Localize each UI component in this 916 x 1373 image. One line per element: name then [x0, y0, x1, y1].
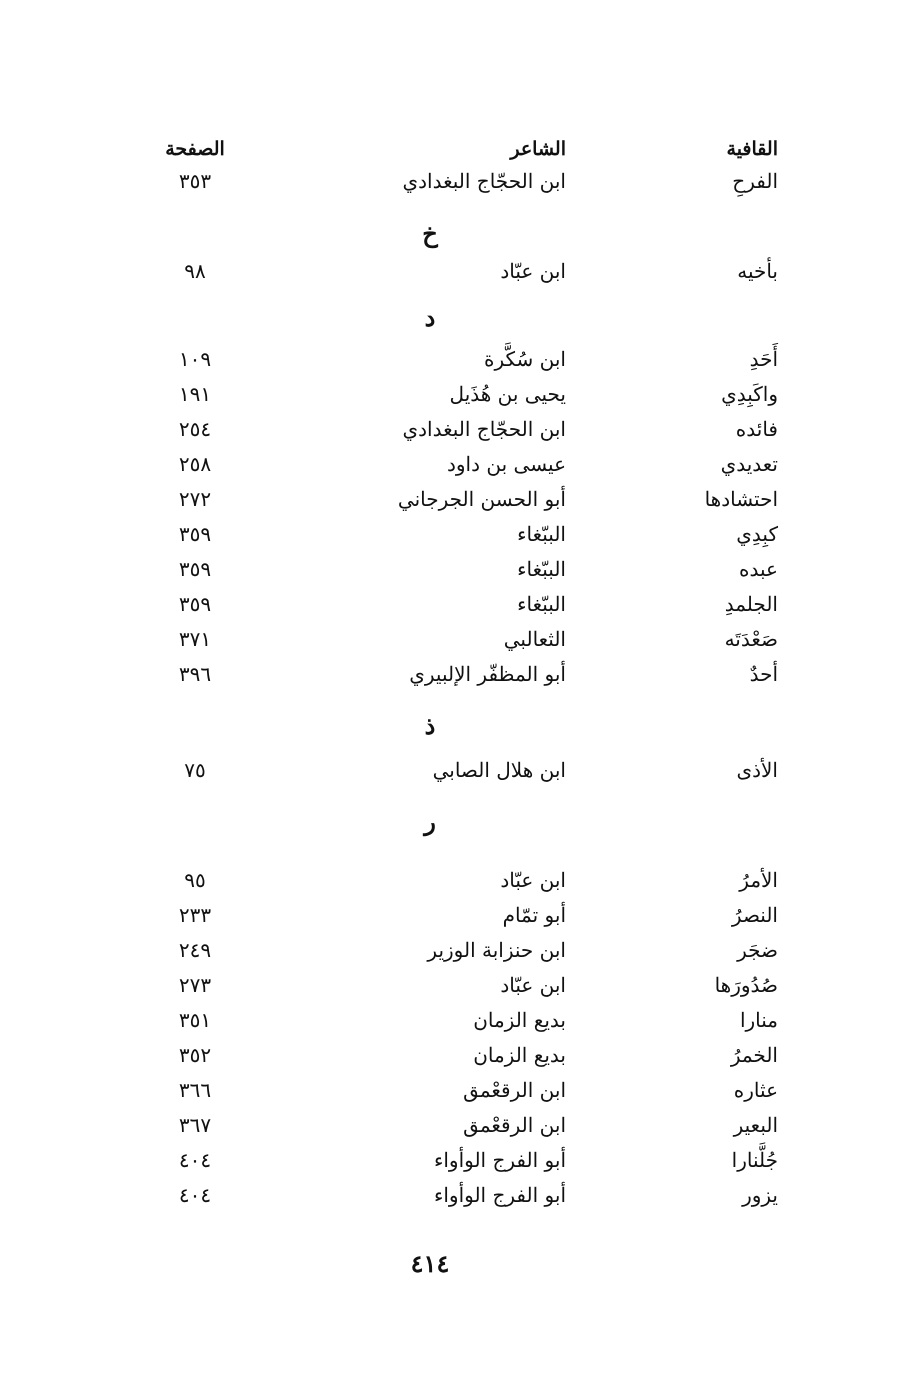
table-row [0, 377, 916, 411]
page-cell: ٣٧١ [178, 627, 212, 651]
poet-cell: الببّغاء [517, 522, 566, 546]
poet-cell: ابن حنزابة الوزير [427, 938, 566, 962]
qafia-cell: النصرُ [731, 903, 778, 927]
poet-cell: ابن الرقعْمق [463, 1113, 566, 1137]
poet-cell: أبو تمّام [502, 903, 566, 927]
qafia-cell: الجلمدِ [724, 592, 778, 616]
page-cell: ٤٠٤ [178, 1183, 212, 1207]
poet-cell: يحيى بن هُذَيل [449, 382, 566, 406]
table-row [0, 657, 916, 691]
table-row [0, 1003, 916, 1037]
qafia-cell: أحدٌ [749, 662, 778, 686]
qafia-cell: ضجَر [737, 938, 778, 962]
page-cell: ٢٥٤ [178, 417, 212, 441]
table-row [0, 933, 916, 967]
poet-cell: الببّغاء [517, 592, 566, 616]
page-cell: ٣٩٦ [178, 662, 212, 686]
page-cell: ١٠٩ [178, 347, 212, 371]
qafia-cell: بأخيه [737, 259, 778, 283]
table-header [0, 132, 916, 166]
poet-cell: أبو الفرج الوأواء [433, 1148, 566, 1172]
poet-cell: ابن هلال الصابي [432, 758, 566, 782]
page-cell: ٣٥٩ [178, 592, 212, 616]
header-qafia: القافية [726, 138, 778, 160]
table-row [0, 164, 916, 198]
qafia-cell: الفرحِ [732, 169, 778, 193]
table-row [0, 898, 916, 932]
qafia-cell: البعير [733, 1113, 778, 1137]
poet-cell: عيسى بن داود [446, 452, 566, 476]
page-cell: ٩٥ [184, 868, 206, 892]
page-cell: ٣٥٣ [178, 169, 212, 193]
poet-cell: أبو الفرج الوأواء [433, 1183, 566, 1207]
page-cell: ٣٦٦ [178, 1078, 212, 1102]
qafia-cell: عثاره [733, 1078, 778, 1102]
qafia-cell: منارا [739, 1008, 778, 1032]
poet-cell: ابن الرقعْمق [463, 1078, 566, 1102]
table-row [0, 342, 916, 376]
page-cell: ٣٥٩ [178, 522, 212, 546]
page-cell: ٣٥٢ [178, 1043, 212, 1067]
qafia-cell: الأذى [736, 758, 778, 782]
page-cell: ٢٣٣ [178, 903, 212, 927]
table-row [0, 622, 916, 656]
table-row [0, 254, 916, 288]
qafia-cell: الأمرُ [739, 868, 778, 892]
section-letter: ر [424, 807, 436, 836]
poet-cell: ابن عبّاد [500, 868, 566, 892]
poet-cell: الببّغاء [517, 557, 566, 581]
qafia-cell: فائده [735, 417, 778, 441]
table-row [0, 587, 916, 621]
section-letter: خ [422, 219, 438, 248]
poet-cell: ابن الحجّاج البغدادي [402, 169, 566, 193]
page-cell: ١٩١ [178, 382, 212, 406]
table-row [0, 517, 916, 551]
table-row [0, 412, 916, 446]
qafia-cell: واكَبِدِي [721, 382, 778, 406]
poet-cell: ابن عبّاد [500, 973, 566, 997]
poet-cell: ابن الحجّاج البغدادي [402, 417, 566, 441]
poet-cell: ابن سُكَّرة [483, 347, 566, 371]
table-row [0, 1108, 916, 1142]
section-letter: د [424, 303, 436, 332]
poet-cell: بديع الزمان [473, 1043, 566, 1067]
page-cell: ٤٠٤ [178, 1148, 212, 1172]
table-row [0, 1143, 916, 1177]
qafia-cell: تعديدي [720, 452, 778, 476]
qafia-cell: صُدُورَها [714, 973, 778, 997]
qafia-cell: يزور [742, 1183, 778, 1207]
poet-cell: بديع الزمان [473, 1008, 566, 1032]
page-number: ٤١٤ [410, 1249, 450, 1278]
page-cell: ٢٤٩ [178, 938, 212, 962]
table-row [0, 552, 916, 586]
table-row [0, 968, 916, 1002]
qafia-cell: احتشادها [704, 487, 778, 511]
page-cell: ٣٦٧ [178, 1113, 212, 1137]
page-cell: ٩٨ [184, 259, 206, 283]
table-row [0, 1073, 916, 1107]
page-cell: ٢٥٨ [178, 452, 212, 476]
qafia-cell: صَعْدَتَه [724, 627, 778, 651]
page-cell: ٣٥١ [178, 1008, 212, 1032]
section-letter: ذ [424, 711, 436, 740]
table-row [0, 863, 916, 897]
poet-cell: أبو الحسن الجرجاني [397, 487, 566, 511]
qafia-cell: عبده [739, 557, 778, 581]
qafia-cell: كبِدِي [736, 522, 778, 546]
page-cell: ٧٥ [184, 758, 206, 782]
page-cell: ٢٧٣ [178, 973, 212, 997]
header-page: الصفحة [165, 138, 225, 160]
page-cell: ٣٥٩ [178, 557, 212, 581]
header-poet: الشاعر [510, 138, 566, 160]
poet-cell: ابن عبّاد [500, 259, 566, 283]
page-cell: ٢٧٢ [178, 487, 212, 511]
table-row [0, 1178, 916, 1212]
table-row [0, 447, 916, 481]
poet-cell: أبو المظفّر الإلبيري [409, 662, 566, 686]
table-row [0, 1038, 916, 1072]
table-row [0, 482, 916, 516]
qafia-cell: الخمرُ [730, 1043, 778, 1067]
qafia-cell: أَحَدِ [749, 347, 778, 371]
qafia-cell: جُلَّنارا [731, 1148, 778, 1172]
poet-cell: الثعالبي [503, 627, 566, 651]
table-row [0, 753, 916, 787]
